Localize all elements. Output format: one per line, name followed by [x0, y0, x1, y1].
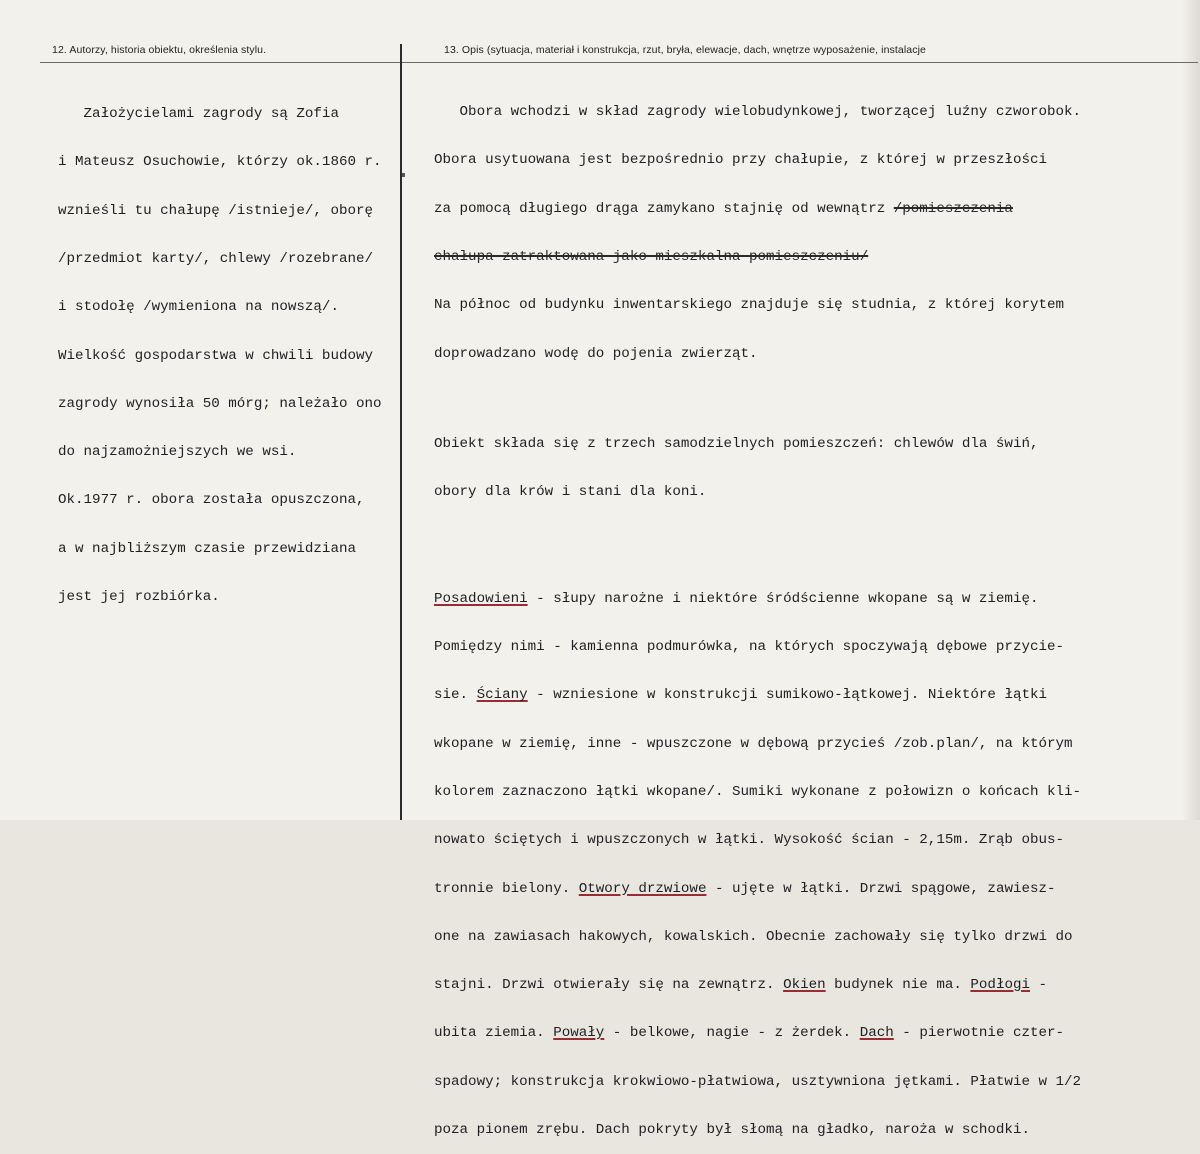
- text-line: wznieśli tu chałupę /istnieje/, oborę: [58, 202, 374, 219]
- text-line: zagrody wynosiła 50 mórg; należało ono: [58, 395, 382, 412]
- text-fragment: sie.: [434, 687, 477, 704]
- text-line: Wielkość gospodarstwa w chwili budowy: [58, 347, 374, 364]
- text-line: [434, 687, 1081, 703]
- text-line: Obiekt składa się z trzech samodzielnych pomieszczeń: chlewów dla świń,: [434, 436, 1039, 453]
- paragraph-gap: [434, 394, 1081, 404]
- text-fragment: -: [1030, 977, 1048, 994]
- text-fragment: - pierwotnie czter-: [893, 1025, 1065, 1042]
- text-fragment: ubita ziemia.: [434, 1025, 554, 1042]
- text-line: Ok.1977 r. obora została opuszczona,: [58, 492, 365, 509]
- text-line: poza pionem zrębu. Dach pokryty był słomą na gładko, naroża w schodki.: [434, 1122, 1030, 1138]
- column-divider: [400, 44, 402, 820]
- section-heading: Dach: [859, 1025, 894, 1042]
- field-13-header: 13. Opis (sytuacja, materiał i konstrukcja, rzut, bryła, elewacje, dach, wnętrze wyposażenie, instalacje: [444, 44, 926, 56]
- section-heading: Podłogi: [970, 977, 1031, 994]
- text-line: spadowy; konstrukcja krokwiowo-płatwiowa, usztywniona jętkami. Płatwie w 1/2: [434, 1073, 1082, 1090]
- text-fragment: - słupy narożne i niektóre śródścienne wkopane są w ziemię.: [527, 590, 1039, 607]
- text-line: [434, 249, 1081, 265]
- text-line: Pomiędzy nimi - kamienna podmurówka, na których spoczywają dębowe przycie-: [434, 639, 1065, 656]
- text-line: Obora wchodzi w skład zagrody wielobudynkowej, tworzącej luźny czworobok.: [434, 104, 1082, 121]
- text-fragment: tronnie bielony.: [434, 880, 579, 897]
- text-line: do najzamożniejszych we wsi.: [58, 444, 297, 461]
- text-line: jest jej rozbiórka.: [58, 589, 220, 605]
- text-line: [434, 881, 1081, 897]
- text-fragment: budynek nie ma.: [825, 977, 971, 994]
- text-line: a w najbliższym czasie przewidziana: [58, 540, 356, 557]
- text-line: doprowadzano wodę do pojenia zwierząt.: [434, 345, 758, 362]
- text-line: [434, 591, 1081, 607]
- text-line: kolorem zaznaczono łątki wkopane/. Sumiki wykonane z połowizn o końcach kli-: [434, 784, 1082, 801]
- section-heading: Posadowieni: [434, 590, 528, 607]
- text-line: /przedmiot karty/, chlewy /rozebrane/: [58, 251, 374, 268]
- section-heading: Otwory drzwiowe: [578, 880, 707, 897]
- field-13-text: [434, 72, 1081, 1154]
- struck-text: /pomieszczenia: [893, 200, 1013, 217]
- header-rule: [40, 62, 1198, 63]
- text-line: i stodołę /wymieniona na nowszą/.: [58, 299, 339, 316]
- text-line: [434, 201, 1081, 217]
- text-line: [434, 977, 1081, 993]
- text-fragment: stajni. Drzwi otwierały się na zewnątrz.: [434, 977, 784, 994]
- text-fragment: za pomocą długiego drąga zamykano stajnię od wewnątrz: [434, 200, 894, 217]
- section-heading: Ściany: [476, 687, 528, 704]
- text-line: wkopane w ziemię, inne - wpuszczone w dębową przycieś /zob.plan/, na którym: [434, 735, 1073, 752]
- text-line: Na północ od budynku inwentarskiego znajduje się studnia, z której korytem: [434, 297, 1065, 314]
- pencil-mark: [402, 173, 405, 177]
- section-heading: Okien: [783, 977, 826, 994]
- text-fragment: - wzniesione w konstrukcji sumikowo-łątkowej. Niektóre łątki: [527, 687, 1048, 704]
- text-line: [434, 1025, 1081, 1041]
- text-line: nowato ściętych i wpuszczonych w łątki. Wysokość ścian - 2,15m. Zrąb obus-: [434, 832, 1065, 849]
- text-line: one na zawiasach hakowych, kowalskich. Obecnie zachowały się tylko drzwi do: [434, 928, 1073, 945]
- struck-text: chałupa zatraktowana jako mieszkalna pomieszczeniu/: [434, 249, 869, 266]
- field-12-header: 12. Autorzy, historia obiektu, określenia stylu.: [52, 44, 267, 56]
- text-fragment: - belkowe, nagie - z żerdek.: [604, 1025, 860, 1042]
- text-line: obory dla krów i stani dla koni.: [434, 484, 707, 501]
- paragraph-gap: [434, 533, 1081, 543]
- text-line: Obora usytuowana jest bezpośrednio przy chałupie, z której w przeszłości: [434, 152, 1047, 169]
- field-12-text: [58, 74, 382, 621]
- text-line: i Mateusz Osuchowie, którzy ok.1860 r.: [58, 154, 382, 171]
- page-edge-shadow: [1182, 0, 1200, 820]
- text-fragment: - ujęte w łątki. Drzwi spągowe, zawiesz-: [706, 880, 1056, 897]
- section-heading: Powały: [553, 1025, 605, 1042]
- text-line: Założycielami zagrody są Zofia: [58, 106, 339, 123]
